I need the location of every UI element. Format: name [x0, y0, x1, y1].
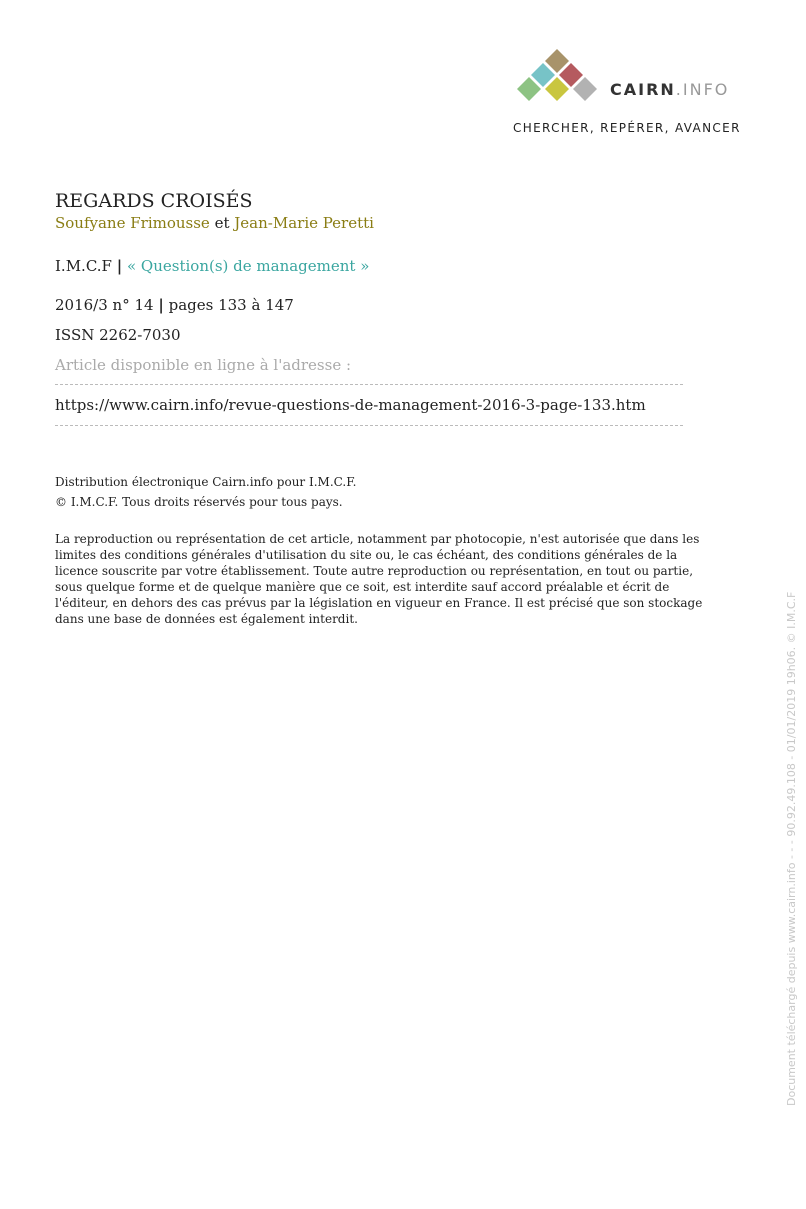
download-watermark: Document téléchargé depuis www.cairn.info - - - 90.92.49.108 - 01/01/2019 19h06. © I.M.C.F [785, 591, 798, 1106]
publisher-name: I.M.C.F [55, 257, 112, 275]
separator: | [116, 257, 123, 275]
legal-notice [55, 531, 755, 627]
cairn-logo[interactable] [512, 46, 762, 138]
author-link-2[interactable]: Jean-Marie Peretti [234, 214, 374, 232]
legal-line: l'éditeur, en dehors des cas prévus par la législation en vigueur en France. Il est précisé que son stockage [55, 596, 703, 610]
divider [55, 425, 683, 426]
copyright-notice: © I.M.C.F. Tous droits réservés pour tous pays. [55, 495, 343, 509]
cairn-diamonds-icon [512, 46, 602, 108]
logo-word-suffix: .INFO [675, 80, 730, 99]
logo-word-main: CAIRN [610, 80, 676, 99]
issn: ISSN 2262-7030 [55, 326, 181, 344]
page-range: pages 133 à 147 [168, 296, 294, 314]
distribution-notice: Distribution électronique Cairn.info pour I.M.C.F. [55, 475, 357, 489]
legal-line: licence souscrite par votre établissement. Toute autre reproduction ou représentation, en tout ou partie, [55, 564, 694, 578]
legal-line: sous quelque forme et de quelque manière que ce soit, est interdite sauf accord préalable et écrit de [55, 580, 670, 594]
authors-conjunction: et [214, 214, 230, 232]
legal-line: La reproduction ou représentation de cet article, notamment par photocopie, n'est autorisée que dans les [55, 532, 700, 546]
legal-line: limites des conditions générales d'utilisation du site ou, le cas échéant, des conditions générales de la [55, 548, 678, 562]
available-online-label: Article disponible en ligne à l'adresse : [55, 356, 352, 374]
journal-line [55, 257, 369, 275]
issue-number: 2016/3 n° 14 [55, 296, 154, 314]
divider [55, 384, 683, 385]
logo-wordmark [610, 80, 729, 99]
issue-line [55, 296, 294, 314]
legal-line: dans une base de données est également interdit. [55, 612, 358, 626]
authors-line [55, 214, 374, 232]
article-url-link[interactable]: https://www.cairn.info/revue-questions-de-management-2016-3-page-133.htm [55, 396, 646, 414]
journal-link[interactable]: « Question(s) de management » [126, 257, 370, 275]
author-link-1[interactable]: Soufyane Frimousse [55, 214, 210, 232]
article-title: REGARDS CROISÉS [55, 190, 253, 212]
separator: | [158, 296, 164, 314]
logo-tagline: CHERCHER, REPÉRER, AVANCER [513, 121, 741, 135]
